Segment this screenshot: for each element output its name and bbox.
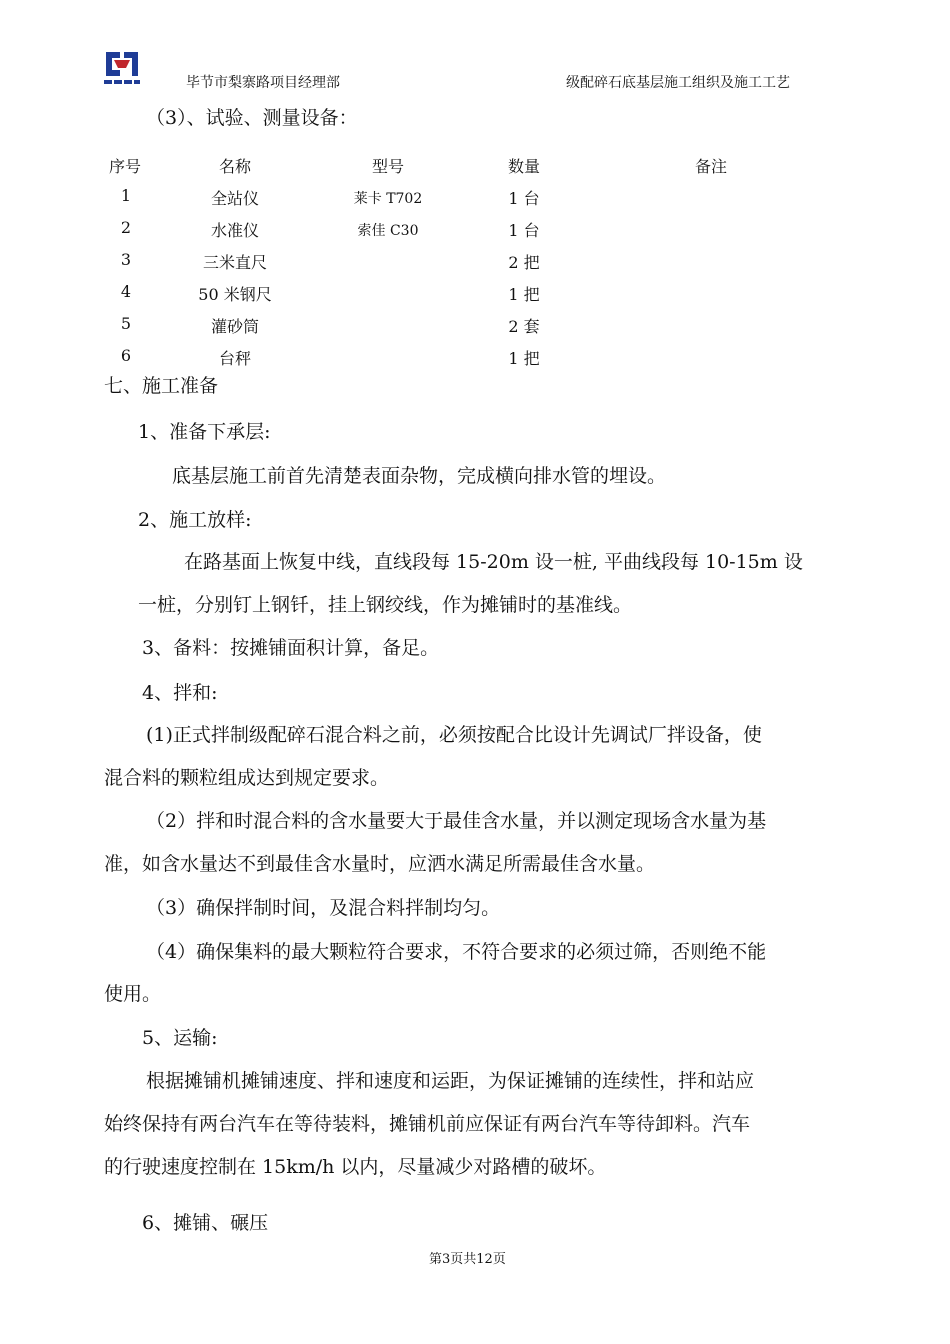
paragraph-1: 底基层施工前首先清楚表面杂物，完成横向排水管的埋设。 <box>172 465 667 487</box>
paragraph-4-1-line-2: 混合料的颗粒组成达到规定要求。 <box>104 767 390 789</box>
row-name: 三米直尺 <box>202 253 268 272</box>
row-no: 1 <box>120 186 132 205</box>
table-header-name: 名称 <box>218 157 252 176</box>
paragraph-5-line-1: 根据摊铺机摊铺速度、拌和速度和运距，为保证摊铺的连续性，拌和站应 <box>146 1070 755 1092</box>
paragraph-5-line-2: 始终保持有两台汽车在等待装料，摊铺机前应保证有两台汽车等待卸料。汽车 <box>104 1113 751 1135</box>
table-header-note: 备注 <box>694 157 728 176</box>
subsection-title-2: 2、施工放样: <box>138 509 252 531</box>
row-name: 灌砂筒 <box>210 317 260 336</box>
equipment-section-title: （3）、试验、测量设备： <box>146 107 358 129</box>
row-name: 50 米钢尺 <box>198 285 272 304</box>
row-qty: 2 套 <box>508 317 540 336</box>
paragraph-4-2-line-2: 准，如含水量达不到最佳含水量时，应洒水满足所需最佳含水量。 <box>104 853 656 875</box>
subsection-title-6: 6、摊铺、碾压 <box>142 1212 269 1234</box>
paragraph-4-4-line-1: （4）确保集料的最大颗粒符合要求，不符合要求的必须过筛，否则绝不能 <box>146 941 767 963</box>
paragraph-4-4-line-2: 使用。 <box>104 983 162 1005</box>
table-header-qty: 数量 <box>507 157 541 176</box>
table-header-no: 序号 <box>108 157 142 176</box>
paragraph-2-line-1: 在路基面上恢复中线，直线段每 15-20m 设一桩, 平曲线段每 10-15m 设 <box>184 551 803 573</box>
subsection-title-5: 5、运输: <box>142 1027 218 1049</box>
subsection-title-1: 1、准备下承层: <box>138 421 271 443</box>
row-no: 6 <box>120 346 132 365</box>
row-no: 3 <box>120 250 132 269</box>
row-name: 台秤 <box>218 349 252 368</box>
page-number: 第3页共12页 <box>429 1252 506 1267</box>
paragraph-4-2-line-1: （2）拌和时混合料的含水量要大于最佳含水量，并以测定现场含水量为基 <box>146 810 767 832</box>
header-left-text: 毕节市梨寨路项目经理部 <box>186 75 340 91</box>
row-no: 2 <box>120 218 132 237</box>
paragraph-2-line-2: 一桩，分别钉上钢钎，挂上钢绞线，作为摊铺时的基准线。 <box>138 594 633 616</box>
row-no: 5 <box>120 314 132 333</box>
table-header-model: 型号 <box>371 157 405 176</box>
row-model: 索佳 C30 <box>357 223 419 239</box>
row-qty: 2 把 <box>508 253 540 272</box>
paragraph-4-3: （3）确保拌制时间，及混合料拌制均匀。 <box>146 897 501 919</box>
row-qty: 1 把 <box>508 285 540 304</box>
company-logo-icon <box>100 48 144 88</box>
row-no: 4 <box>120 282 132 301</box>
subsection-title-4: 4、拌和: <box>142 682 218 704</box>
row-model: 莱卡 T702 <box>353 191 423 207</box>
row-qty: 1 台 <box>508 189 540 208</box>
row-qty: 1 把 <box>508 349 540 368</box>
header-right-text: 级配碎石底基层施工组织及施工工艺 <box>566 75 790 91</box>
row-name: 全站仪 <box>210 189 260 208</box>
section-heading-7: 七、施工准备 <box>104 375 219 397</box>
subsection-3: 3、备料：按摊铺面积计算，备足。 <box>142 637 440 659</box>
row-name: 水准仪 <box>210 221 260 240</box>
row-qty: 1 台 <box>508 221 540 240</box>
paragraph-4-1-line-1: (1)正式拌制级配碎石混合料之前，必须按配合比设计先调试厂拌设备，使 <box>146 724 762 746</box>
paragraph-5-line-3: 的行驶速度控制在 15km/h 以内，尽量减少对路槽的破坏。 <box>104 1156 607 1178</box>
